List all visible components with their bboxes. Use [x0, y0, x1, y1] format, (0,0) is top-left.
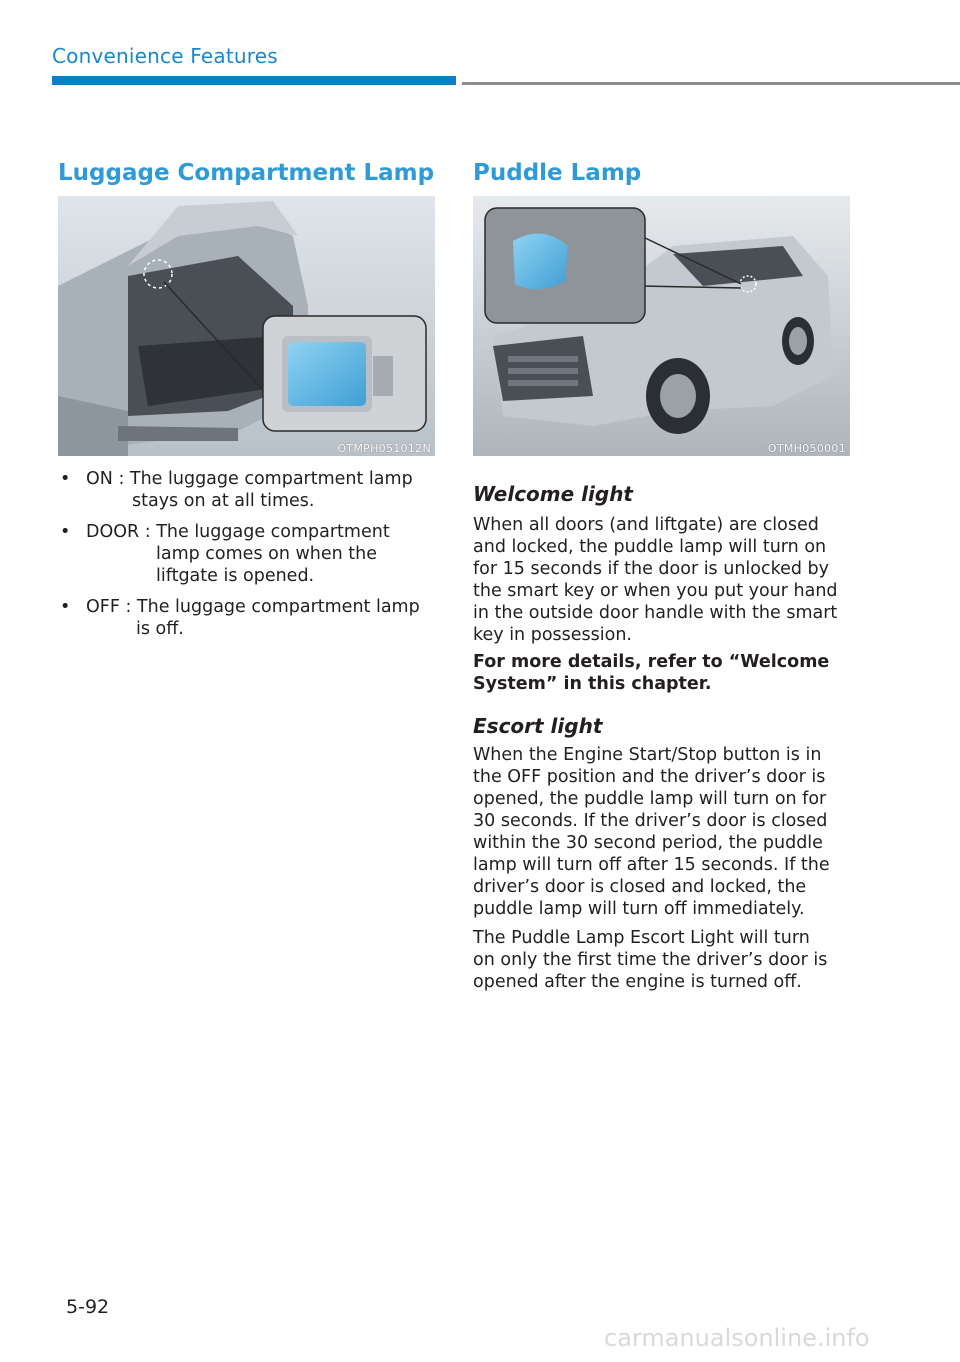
text-line: When all doors (and liftgate) are closed	[473, 515, 819, 535]
list-item	[58, 521, 438, 587]
luggage-lamp-illustration	[58, 196, 435, 456]
luggage-lamp-figure	[58, 196, 435, 456]
mode-desc-cont: is off.	[136, 619, 184, 639]
text-line: opened, the puddle lamp will turn on for	[473, 789, 827, 809]
luggage-lamp-title: Luggage Compartment Lamp	[58, 160, 435, 186]
text-line: puddle lamp will turn off immediately.	[473, 899, 805, 919]
text-line: When the Engine Start/Stop button is in	[473, 745, 822, 765]
text-line: and locked, the puddle lamp will turn on	[473, 537, 827, 557]
text-line: 30 seconds. If the driver’s door is closed	[473, 811, 828, 831]
text-line: lamp will turn off after 15 seconds. If the	[473, 855, 830, 875]
escort-light-heading: Escort light	[473, 714, 603, 738]
welcome-system-note	[473, 651, 858, 695]
chapter-title: Convenience Features	[52, 44, 278, 68]
text-line: opened after the engine is turned off.	[473, 972, 802, 992]
page-number: 5-92	[66, 1296, 110, 1318]
welcome-light-heading: Welcome light	[473, 482, 633, 506]
mode-label: ON	[86, 469, 113, 489]
text-line: the OFF position and the driver’s door is	[473, 767, 826, 787]
bullet-icon: •	[60, 597, 71, 617]
mode-desc-cont: stays on at all times.	[132, 491, 315, 511]
mode-desc: : The luggage compartment lamp	[119, 597, 420, 617]
text-line: The Puddle Lamp Escort Light will turn	[473, 928, 810, 948]
bullet-icon: •	[60, 522, 71, 542]
mode-desc: : The luggage compartment lamp	[112, 469, 413, 489]
header-rule-blue	[52, 76, 456, 85]
mode-desc: : The luggage compartment	[139, 522, 390, 542]
figure-code: OTMPH051012N	[337, 442, 431, 455]
text-line: driver’s door is closed and locked, the	[473, 877, 807, 897]
text-line: for 15 seconds if the door is unlocked by	[473, 559, 830, 579]
text-line: key in possession.	[473, 625, 632, 645]
puddle-lamp-title: Puddle Lamp	[473, 160, 642, 186]
mode-desc-cont: liftgate is opened.	[156, 566, 315, 586]
puddle-lamp-illustration	[473, 196, 850, 456]
mode-label: DOOR	[86, 522, 140, 542]
escort-light-note	[473, 927, 858, 993]
lamp-mode-list	[58, 468, 438, 649]
text-line: in the outside door handle with the smart	[473, 603, 838, 623]
bullet-icon: •	[60, 469, 71, 489]
text-line: on only the first time the driver’s door is	[473, 950, 828, 970]
mode-label: OFF	[86, 597, 120, 617]
header-rule-gray	[462, 82, 960, 85]
mode-desc-cont: lamp comes on when the	[156, 544, 378, 564]
list-item	[58, 596, 438, 640]
puddle-lamp-figure	[473, 196, 850, 456]
list-item	[58, 468, 438, 512]
text-line: the smart key or when you put your hand	[473, 581, 838, 601]
text-line: System” in this chapter.	[473, 674, 712, 694]
watermark: carmanualsonline.info	[604, 1324, 870, 1352]
escort-light-paragraph	[473, 744, 858, 920]
text-line: within the 30 second period, the puddle	[473, 833, 823, 853]
welcome-light-paragraph	[473, 514, 858, 646]
text-line: For more details, refer to “Welcome	[473, 652, 830, 672]
figure-code: OTMH050001	[767, 442, 846, 455]
